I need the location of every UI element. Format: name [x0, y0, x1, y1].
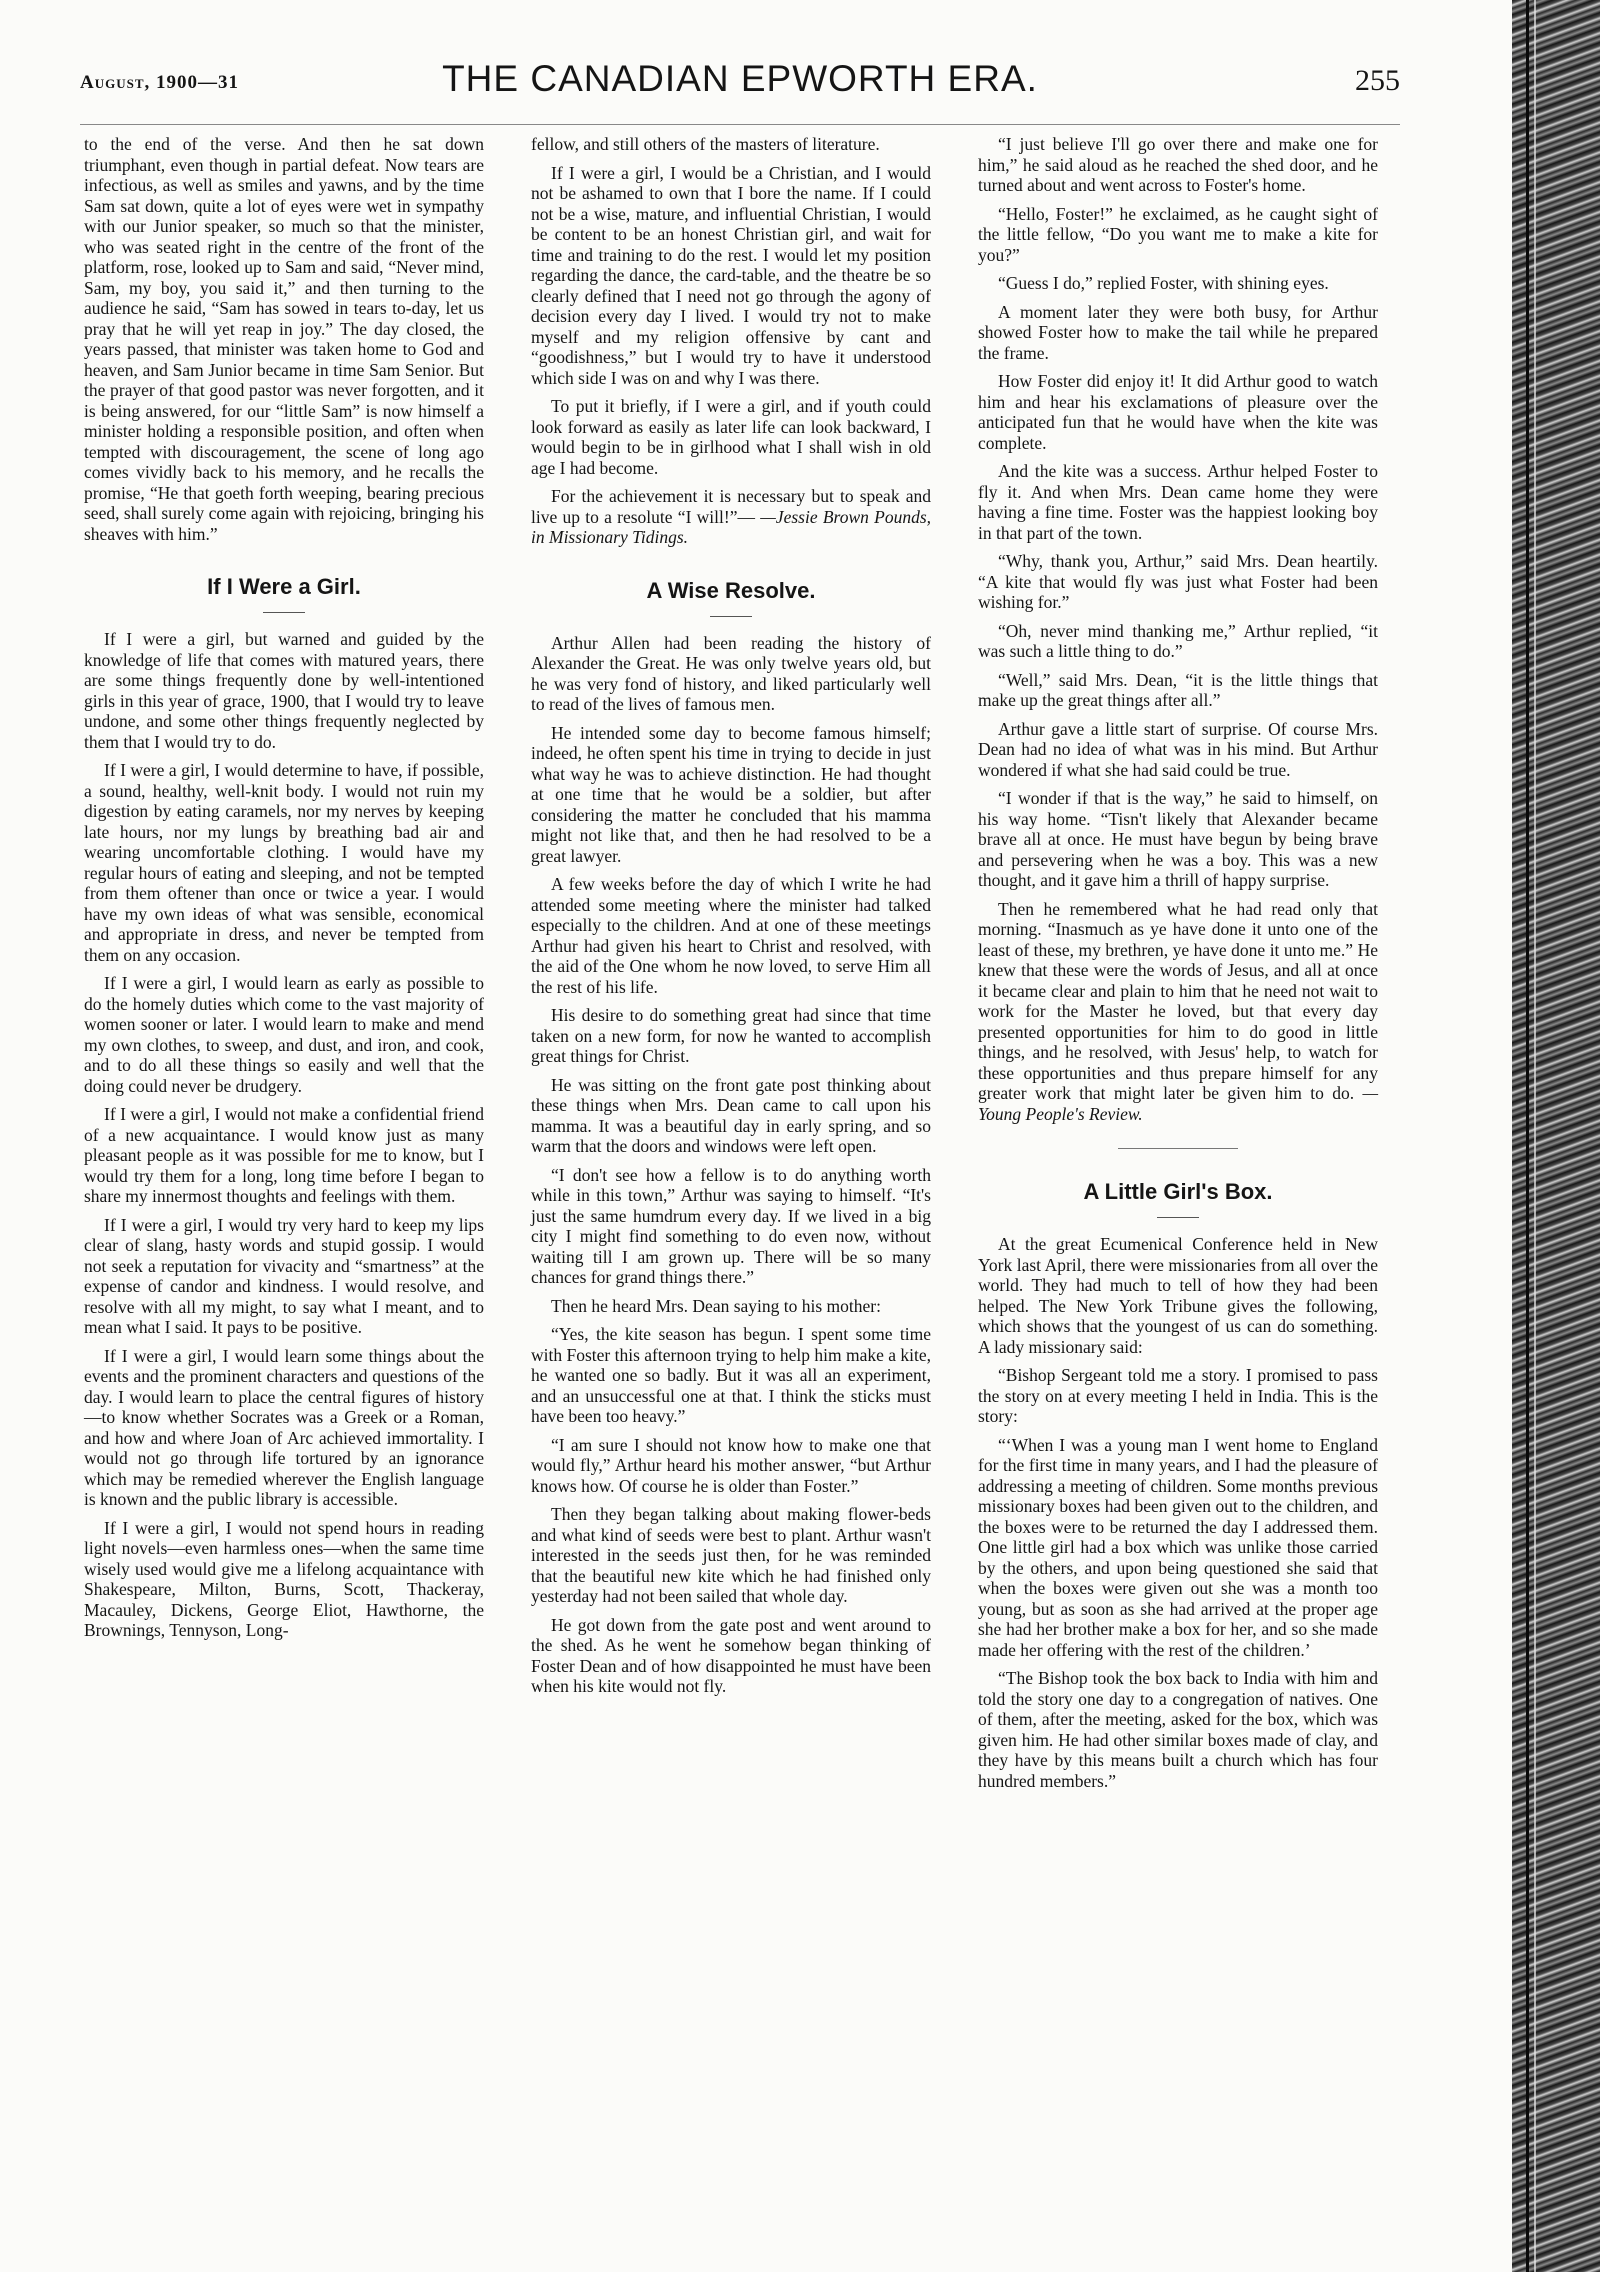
paragraph: If I were a girl, I would try very hard to keep my lips clear of slang, hasty words and stupid gossip. I would not seek a reputation for vivacity and “smartness” at the expense of candor and kindness. I would resolve, and resolve with all my might, to say what I meant, and to mean what I said. It pays to be positive.	[84, 1214, 484, 1337]
paragraph: “Yes, the kite season has begun. I spent some time with Foster this afternoon trying to help him make a kite, he wanted one so badly. But it was all an experiment, and an unsuccessful one at that. I think the sticks must have been too heavy.”	[531, 1324, 931, 1426]
paragraph: “I am sure I should not know how to make one that would fly,” Arthur heard his mother answer, “but Arthur knows how. Of course he is older than Foster.”	[531, 1434, 931, 1496]
paragraph-with-source	[978, 899, 1378, 1125]
paragraph: If I were a girl, I would determine to have, if possible, a sound, healthy, well-knit body. I would not ruin my digestion by eating caramels, nor my nerves by keeping late hours, nor my lungs by breathing bad air and wearing uncomfortable clothing. I would have my regular hours of eating and sleeping, and not be tempted from them oftener than once or twice a year. I would have my own ideas of what was sensible, economical and appropriate in dress, and never be tempted from them on any occasion.	[84, 760, 484, 965]
paragraph: “Guess I do,” replied Foster, with shining eyes.	[998, 273, 1329, 293]
paragraph: “‘When I was a young man I went home to England for the first time in many years, and I had the pleasure of addressing a meeting of children. Some months previous missionary boxes had been given out to the children, and the boxes were to be returned the day I addressed them. One little girl had a box which was unlike those carried by the others, and upon being questioned she said that when the boxes were given out she was a month too young, but as soon as she had arrived at the proper age she had her brother make a box for her, and so she made made her offering with the rest of the children.’	[978, 1434, 1378, 1660]
paragraph: “Why, thank you, Arthur,” said Mrs. Dean heartily. “A kite that would fly was just what Foster had been wishing for.”	[978, 551, 1378, 612]
source-credit: —Jessie Brown Pounds, in Missionary Tidings.	[531, 506, 932, 547]
heading-divider	[263, 612, 305, 613]
paragraph: “The Bishop took the box back to India with him and told the story one day to a congregation of natives. One of them, after the meeting, asked for the box, which was given him. He had other similar boxes made of clay, and they have by this means built a church which has four hundred members.”	[978, 1668, 1378, 1791]
heading-divider	[710, 616, 752, 617]
book-binding-edge	[1512, 0, 1600, 2272]
article-heading-a-little-girls-box: A Little Girl's Box.	[1083, 1179, 1273, 1204]
page-number: 255	[1355, 64, 1400, 97]
paragraph: And the kite was a success. Arthur helped Foster to fly it. And when Mrs. Dean came home they were having a fine time. Foster was the happiest looking boy in that part of the town.	[978, 461, 1378, 543]
paragraph: If I were a girl, but warned and guided by the knowledge of life that comes with matured years, there are some things frequently done by well-intentioned girls in this year of grace, 1900, that I would try to leave undone, and some other things frequently neglected by them that I would try to do.	[84, 629, 484, 752]
paragraph: “I don't see how a fellow is to do anything worth while in this town,” Arthur was saying to himself. “It's just the same humdrum every day. If we lived in a big city I might find something to do even now, without waiting till I am grown up. There will be so many chances for grand things there.”	[531, 1164, 931, 1287]
paragraph: Arthur gave a little start of surprise. Of course Mrs. Dean had no idea of what was in his mind. But Arthur wondered if what she had said could be true.	[978, 718, 1378, 780]
paragraph: “Oh, never mind thanking me,” Arthur replied, “it was such a little thing to do.”	[978, 620, 1378, 661]
article-continuation: fellow, and still others of the masters of literature.	[531, 134, 880, 154]
paragraph: “Bishop Sergeant told me a story. I promised to pass the story on at every meeting I held in India. This is the story:	[978, 1365, 1378, 1426]
source-credit: —Young People's Review.	[978, 1083, 1379, 1124]
paragraph: To put it briefly, if I were a girl, and if youth could look forward as easily as later life can look backward, I would begin to be in girlhood what I shall wish in old age I had become.	[531, 396, 931, 478]
paragraph: He got down from the gate post and went around to the shed. As he went he somehow began thinking of Foster Dean and of how disappointed he must have been when his kite would not fly.	[531, 1614, 931, 1696]
article-separator	[1118, 1148, 1238, 1149]
header-rule	[80, 124, 1400, 125]
paragraph: Then they began talking about making flower-beds and what kind of seeds were best to plant. Arthur wasn't interested in the seeds just then, for he was reminded that the beautiful new kite which he had finished only yesterday had not been sailed that whole day.	[531, 1504, 931, 1606]
paragraph: If I were a girl, I would learn some things about the events and the prominent characters and questions of the day. I would learn to place the central figures of history—to know whether Socrates was a Greek or a Roman, and how and where Joan of Arc achieved immortality. I would not go through life tortured by an ignorance which may be remedied wherever the English language is known and the public library is accessible.	[84, 1345, 484, 1509]
column-1	[84, 134, 484, 1649]
article-heading-if-i-were-a-girl: If I Were a Girl.	[207, 574, 361, 599]
paragraph: His desire to do something great had since that time taken on a new form, for now he wanted to accomplish great things for Christ.	[531, 1005, 931, 1066]
column-3	[978, 134, 1378, 1799]
paragraph: “I wonder if that is the way,” he said to himself, on his way home. “Tisn't likely that Alexander became brave all at once. He must have begun by being brave and persevering when he was a boy. This was a new thought, and it gave him a thrill of happy surprise.	[978, 788, 1378, 890]
paragraph: He intended some day to become famous himself; indeed, he often spent his time in trying to decide in just what way he was to achieve distinction. He had thought at one time that he would be a soldier, but after considering the matter he concluded that his mamma might not like that, and then he had resolved to be a great lawyer.	[531, 722, 931, 866]
paragraph: “Well,” said Mrs. Dean, “it is the little things that make up the great things after all.”	[978, 669, 1378, 710]
paragraph: If I were a girl, I would not spend hours in reading light novels—even harmless ones—when the same time wisely used would give me a lifelong acquaintance with Shakespeare, Milton, Burns, Scott, Thackeray, Macauley, Dickens, George Eliot, Hawthorne, the Brownings, Tennyson, Long-	[84, 1517, 484, 1640]
paragraph: If I were a girl, I would be a Christian, and I would not be ashamed to own that I bore the name. If I could not be a wise, mature, and influential Christian, I would be content to be an honest Christian girl, and wait for time and training to do the rest. I would let my position regarding the dance, the card-table, and the theatre be so clearly defined that I need not go through the agony of decision every day I lived. I would try not to make myself and my religion offensive by cant and “goodishness,” but I would try to have it understood which side I was on and why I was there.	[531, 162, 931, 388]
paragraph: “Hello, Foster!” he exclaimed, as he caught sight of the little fellow, “Do you want me to make a kite for you?”	[978, 203, 1378, 265]
issue-date: August, 1900—31	[80, 72, 240, 93]
paragraph: He was sitting on the front gate post thinking about these things when Mrs. Dean came to call upon his mamma. It was a beautiful day in early spring, and so warm that the doors and windows were left open.	[531, 1074, 931, 1156]
paragraph-text: Then he remembered what he had read only that morning. “Inasmuch as ye have done it unto one of the least of these, my brethren, ye have done it unto me.” He knew that these were the words of Jesus, and all at once it became clear and plain to him that he need not wait to work for the Master he loved, but that every day presented opportunities for him to do good in little things, and he resolved, with Jesus' help, to watch for these opportunities and thus prepare himself for any greater work that might later be given him to do.	[978, 898, 1378, 1103]
paragraph: If I were a girl, I would learn as early as possible to do the homely duties which come to the vast majority of women sooner or later. I would learn to make and mend my own clothes, to sweep, and dust, and iron, and cook, and to do all these things so easily and well that the doing could never be drudgery.	[84, 973, 484, 1096]
paragraph-with-source	[531, 486, 931, 548]
paragraph: A moment later they were both busy, for Arthur showed Foster how to make the tail while he prepared the frame.	[978, 301, 1378, 363]
paragraph: Then he heard Mrs. Dean saying to his mother:	[551, 1295, 881, 1316]
paragraph: “I just believe I'll go over there and make one for him,” he said aloud as he reached the shed door, and he turned about and went across to Foster's home.	[978, 134, 1378, 195]
heading-divider	[1157, 1217, 1199, 1218]
paragraph: A few weeks before the day of which I write he had attended some meeting where the minister had talked especially to the children. And at one of these meetings Arthur had given his heart to Christ and resolved, with the aid of the One whom he now loved, to serve Him all the rest of his life.	[531, 874, 931, 997]
paragraph: How Foster did enjoy it! It did Arthur good to watch him and hear his exclamations of pleasure over the anticipated fun that he would have when the kite was complete.	[978, 371, 1378, 453]
paragraph: At the great Ecumenical Conference held in New York last April, there were missionaries from all over the world. They had much to tell of how they had been helped. The New York Tribune gives the following, which shows that the youngest of us can do something. A lady missionary said:	[978, 1234, 1378, 1357]
paragraph: Arthur Allen had been reading the history of Alexander the Great. He was only twelve years old, but he was very fond of history, and liked particularly well to read of the lives of famous men.	[531, 632, 931, 714]
paragraph: If I were a girl, I would not make a confidential friend of a new acquaintance. I would know just as many pleasant people as it was possible for me to know, but I would try them for a long, long time before I began to share my innermost thoughts and feelings with them.	[84, 1104, 484, 1206]
column-2	[531, 134, 931, 1705]
page-header	[80, 58, 1400, 118]
article-continuation: to the end of the verse. And then he sat down triumphant, even though in partial defeat. Now tears are infectious, as well as smiles and yawns, and by the time Sam sat down, quite a lot of eyes were wet in sympathy with our Junior speaker, so much so that the minister, who was seated right in the centre of the front of the platform, rose, looked up to Sam and said, “Never mind, Sam, my boy, you said it,” and then turning to the audience he said, “Sam has sowed in tears to-day, let us pray that he will yet reap in joy.” The day closed, the years passed, that minister was taken home to God and heaven, and Sam Junior became in time Sam Senior. But the prayer of that good pastor was never forgotten, and it is being answered, for our “little Sam” is now himself a minister holding a responsible position, and often when tempted with discouragement, the scene of long ago comes vividly back to his memory, and he recalls the promise, “He that goeth forth weeping, bearing precious seed, shall surely come again with rejoicing, bringing his sheaves with him.”	[84, 134, 484, 544]
paragraph-text: For the achievement it is necessary but to speak and live up to a resolute “I will!”—	[531, 486, 931, 527]
publication-title: THE CANADIAN EPWORTH ERA.	[442, 58, 1038, 99]
article-heading-a-wise-resolve: A Wise Resolve.	[646, 577, 816, 603]
